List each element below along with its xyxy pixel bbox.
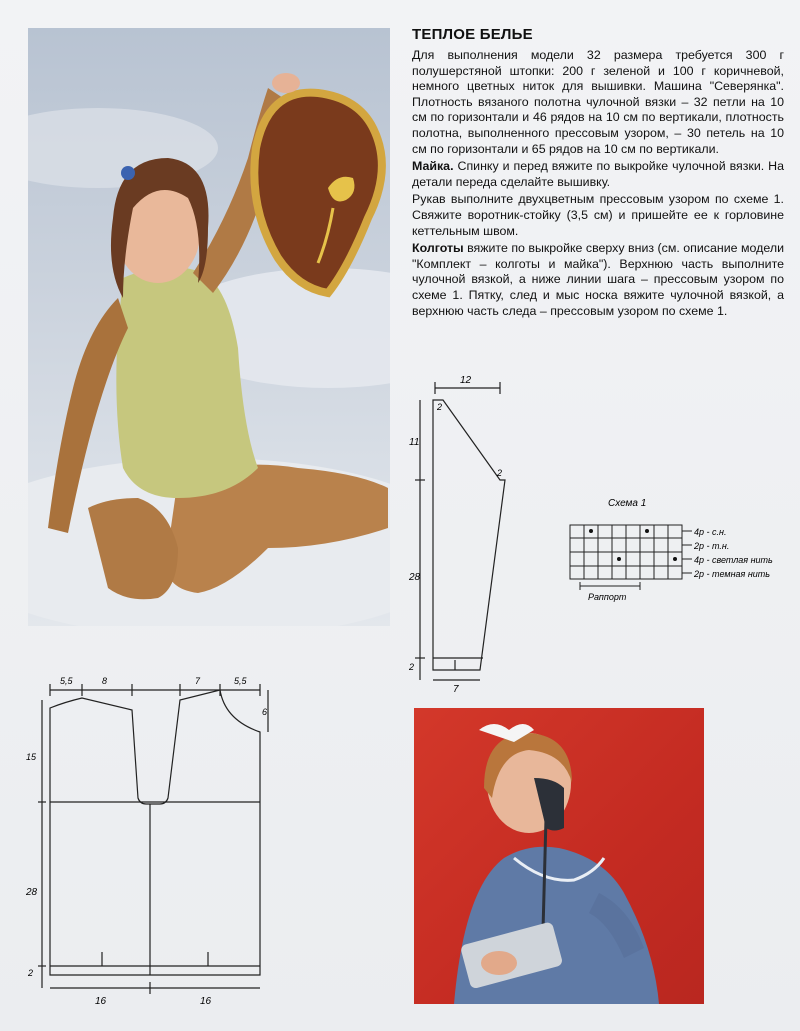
front-bottom-band: 2 [28, 968, 34, 978]
schema-1-diagram [560, 490, 800, 610]
sleeve-bottom-band: 2 [409, 662, 415, 672]
sleeve-top-left-num: 2 [437, 402, 443, 412]
schema-rapport-label: Раппорт [588, 592, 627, 602]
shirt-text: Спинку и перед вяжите по выкройке чулочной вязки. На детали переда сделайте вышивку. [412, 159, 784, 189]
front-shoulder-left: 5,5 [60, 676, 73, 686]
sleeve-top-right-num: 2 [497, 468, 503, 478]
article-title: ТЕПЛОЕ БЕЛЬЕ [412, 26, 533, 43]
schema-legend-4: 2р - темная нить [694, 569, 771, 579]
sleeve-pattern-diagram [405, 370, 535, 700]
front-neck-right: 7 [195, 676, 201, 686]
front-neck-depth: 6 [262, 707, 268, 717]
front-bottom-right: 16 [200, 996, 212, 1007]
tights-heading: Колготы [412, 241, 464, 256]
schema-legend-1: 4р - с.н. [694, 527, 727, 537]
schema-legend-2: 2р - т.н. [694, 541, 730, 551]
front-lower-height: 28 [26, 887, 38, 898]
front-bottom-left: 16 [95, 996, 107, 1007]
photo-girl-with-pillow [28, 28, 390, 626]
shirt-paragraph [412, 159, 784, 190]
sleeve-length: 28 [409, 572, 421, 583]
sleeve-paragraph: Рукав выполните двухцветным прессовым узором по схеме 1. Свяжите воротник-стойку (3,5 см) и пришейте ее к горловине кеттельным швом. [412, 192, 784, 238]
tights-text: вяжите по выкройке сверху вниз (см. описание модели "Комплект – колготы и майка"). Верхнюю часть выполните чулочной вязкой, а ниже линии шага – прессовым узором по схеме 1. Пятку, след и мыс носка вяжите чулочной вязкой, а верхнюю часть следа – прессовым узором по схеме 1. [412, 241, 784, 318]
sleeve-cap-height: 11 [409, 437, 420, 448]
body-pattern-diagram [20, 670, 280, 1015]
shirt-heading: Майка. [412, 159, 454, 174]
article-intro: Для выполнения модели 32 размера требуется 300 г полушерстяной штопки: 200 г зеленой и 100 г коричневой, немного цветных ниток для вышивки. Машина "Северянка". Плотность вязаного полотна чулочной вязки – 32 петли на 10 см по горизонтали и 46 рядов на 10 см по вертикали, плотность полотна, выполненного прессовым узором, – 30 петель на 10 см по горизонтали и 65 рядов на 10 см по вертикали. [412, 48, 784, 156]
front-shoulder-right: 5,5 [234, 676, 247, 686]
photo-girl-with-phone [414, 708, 704, 1004]
front-upper-height: 15 [26, 752, 37, 762]
schema-legend-3: 4р - светлая нить [694, 555, 773, 565]
schema-title: Схема 1 [608, 498, 647, 509]
sleeve-bottom-width: 7 [453, 684, 459, 695]
sleeve-top-width: 12 [460, 375, 472, 386]
photo-girl-with-pillow-illustration [28, 28, 390, 626]
tights-paragraph [412, 241, 784, 319]
front-neck-left: 8 [102, 676, 108, 686]
article [412, 26, 784, 321]
photo-girl-with-phone-illustration [414, 708, 704, 1004]
